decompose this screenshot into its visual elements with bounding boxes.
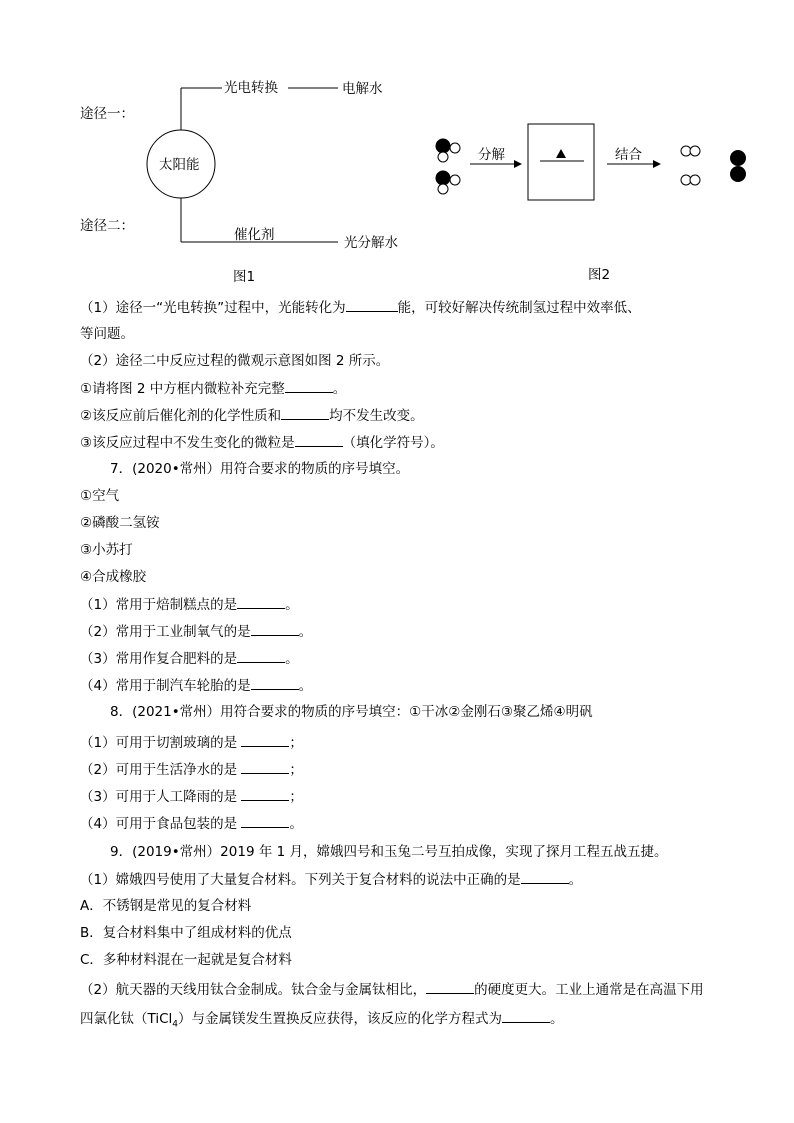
water-molecule-icon <box>436 171 460 194</box>
catalyst-triangle-icon <box>556 149 566 158</box>
hydrogen-molecule-icon <box>681 146 700 156</box>
q9-title: 9．(2019•常州）2019 年 1 月，嫦娥四号和玉兔二号互拍成像，实现了探月工程五战五捷。 <box>110 844 668 860</box>
q7-option: ②磷酸二氢铵 <box>80 515 160 531</box>
q7-option: ④合成橡胶 <box>80 569 147 585</box>
q8-item: （3）可用于人工降雨的是 ； <box>80 789 303 805</box>
figure-2-diagram <box>0 0 794 300</box>
route1-label: 途径一： <box>80 106 134 122</box>
route2-label: 途径二： <box>80 218 134 234</box>
q8-item: （4）可用于食品包装的是 。 <box>80 816 303 832</box>
q9-part2-line1: （2）航天器的天线用钛合金制成。钛合金与金属钛相比， 的硬度更大。工业上通常是在高温下用 <box>80 982 704 998</box>
q9-option-b: B．复合材料集中了组成材料的优点 <box>80 925 292 941</box>
arrow2-label: 结合 <box>615 147 642 163</box>
water-molecule-icon <box>436 139 460 162</box>
reaction-box <box>528 124 594 200</box>
branch1-result: 电解水 <box>342 81 383 97</box>
q7-item: （3）常用作复合肥料的是 。 <box>80 651 299 667</box>
hydrogen-molecule-icon <box>681 175 700 185</box>
figure1-caption: 图1 <box>233 269 256 285</box>
q7-item: （1）常用于焙制糕点的是 。 <box>80 597 299 613</box>
q9-part2-line2: 四氯化钛（TiCl$_4$）与金属镁发生置换反应获得，该反应的化学方程式为 。 <box>80 1011 564 1030</box>
q8-title: 8．(2021•常州）用符合要求的物质的序号填空：①干冰②金刚石③聚乙烯④明矾 <box>110 704 593 720</box>
figure2-caption: 图2 <box>588 267 611 283</box>
q6-sub2: ②该反应前后催化剂的化学性质和 均不发生改变。 <box>80 408 424 424</box>
q9-option-c: C．多种材料混在一起就是复合材料 <box>80 952 292 968</box>
q9-part1: （1）嫦娥四号使用了大量复合材料。下列关于复合材料的说法中正确的是 。 <box>80 872 583 888</box>
q7-item: （2）常用于工业制氧气的是 。 <box>80 624 313 640</box>
q7-item: （4）常用于制汽车轮胎的是 。 <box>80 678 313 694</box>
q9-option-a: A．不锈钢是常见的复合材料 <box>80 898 252 914</box>
q7-option: ③小苏打 <box>80 542 133 558</box>
branch1-method: 光电转换 <box>224 80 278 96</box>
q6-part1-line2: 等问题。 <box>80 326 134 342</box>
q6-sub1: ①请将图 2 中方框内微粒补充完整 。 <box>80 381 347 397</box>
arrow-head-icon <box>514 160 522 168</box>
q6-sub3: ③该反应过程中不发生变化的微粒是 （填化学符号）。 <box>80 435 444 451</box>
solar-energy-label: 太阳能 <box>159 157 200 173</box>
q7-title: 7．(2020•常州）用符合要求的物质的序号填空。 <box>110 461 410 477</box>
arrow1-label: 分解 <box>478 147 505 163</box>
branch2-method: 催化剂 <box>234 227 275 243</box>
branch2-result: 光分解水 <box>344 235 398 251</box>
q6-part1-line1: （1）途径一“光电转换”过程中，光能转化为 能，可较好解决传统制氢过程中效率低、 <box>80 300 641 316</box>
q8-item: （2）可用于生活净水的是 ； <box>80 762 303 778</box>
arrow-head-icon <box>653 160 661 168</box>
q7-option: ①空气 <box>80 488 120 504</box>
q8-item: （1）可用于切割玻璃的是 ； <box>80 735 303 751</box>
q6-part2: （2）途径二中反应过程的微观示意图如图 2 所示。 <box>80 353 390 369</box>
oxygen-molecule-icon <box>730 150 746 182</box>
